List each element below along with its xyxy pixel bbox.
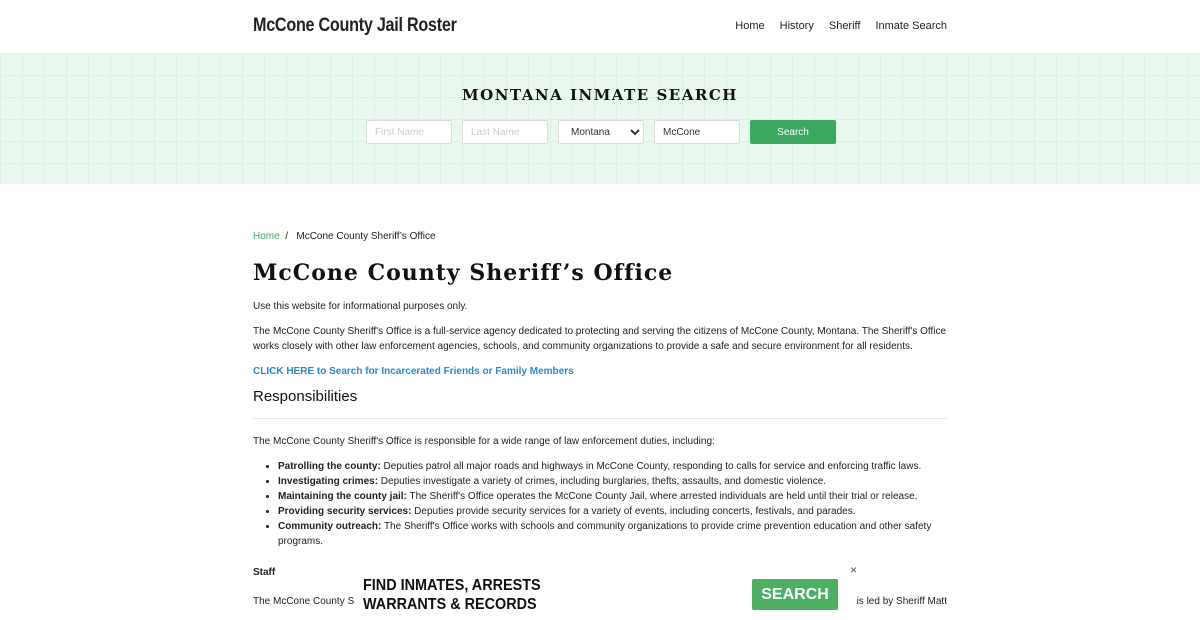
search-inmates-link[interactable]: CLICK HERE to Search for Incarcerated Friends or Family Members [253,366,574,377]
search-form [366,120,836,144]
responsibilities-intro: The McCone County Sheriff's Office is responsible for a wide range of law enforcement duties, including: [253,436,715,447]
nav-home[interactable]: Home [735,20,765,32]
search-hero [0,53,1200,184]
site-logo[interactable]: McCone County Jail Roster [253,15,457,36]
ad-text [363,576,541,614]
item-text: Deputies investigate a variety of crimes, including burglaries, thefts, assaults, and domestic violence. [378,476,827,487]
item-label: Providing security services: [278,506,412,517]
staff-heading: Staff [253,567,276,578]
breadcrumb-sep: / [285,231,289,242]
close-icon[interactable]: × [850,563,858,577]
ad-line-2: WARRANTS & RECORDS [363,596,537,613]
staff-text-start: The McCone County S [253,596,355,607]
main-content [253,229,947,619]
breadcrumb-current: McCone County Sheriff’s Office [296,231,436,242]
list-item [278,504,947,519]
list-item [278,474,947,489]
ad-search-button[interactable]: SEARCH [752,579,838,610]
first-name-input[interactable] [366,120,452,144]
responsibilities-heading: Responsibilities [253,389,947,419]
search-button[interactable]: Search [750,120,836,144]
nav-history[interactable]: History [779,20,814,32]
breadcrumb-home[interactable]: Home [253,231,280,242]
hero-title: MONTANA INMATE SEARCH [462,86,738,104]
item-text: The Sheriff's Office operates the McCone County Jail, where arrested individuals are held until their trial or release. [406,491,918,502]
intro-paragraph: The McCone County Sheriff's Office is a full-service agency dedicated to protecting and serving the citizens of McCone County, Montana. The Sheriff's Office works closely with other law enforcement agencies, schools, and community organizations to provide a safe and secure environment for all residents. [253,326,947,352]
item-text: Deputies patrol all major roads and highways in McCone County, responding to calls for service and enforcing traffic laws. [380,461,922,472]
item-text: Deputies provide security services for a variety of events, including concerts, festivals, and parades. [411,506,856,517]
header [0,0,1200,53]
item-label: Maintaining the county jail: [278,491,407,502]
main-nav [735,20,947,32]
staff-text-end: is led by Sheriff Matt [856,596,947,607]
item-label: Investigating crimes: [278,476,379,487]
last-name-input[interactable] [462,120,548,144]
list-item [278,489,947,504]
item-label: Patrolling the county: [278,461,381,472]
breadcrumb [253,229,947,244]
ad-banner[interactable] [355,570,845,620]
list-item [278,519,947,549]
item-label: Community outreach: [278,521,382,532]
list-item [278,459,947,474]
nav-sheriff[interactable]: Sheriff [828,20,861,32]
county-input[interactable] [654,120,740,144]
responsibilities-list [278,459,947,549]
disclaimer: Use this website for informational purposes only. [253,301,468,312]
nav-inmate-search[interactable]: Inmate Search [875,20,947,32]
state-select[interactable] [558,120,644,144]
item-text: The Sheriff's Office works with schools and community organizations to provide crime prevention education and other safety programs. [278,521,932,547]
page-title: McCone County Sheriff’s Office [253,260,674,286]
ad-line-1: FIND INMATES, ARRESTS [363,577,541,594]
